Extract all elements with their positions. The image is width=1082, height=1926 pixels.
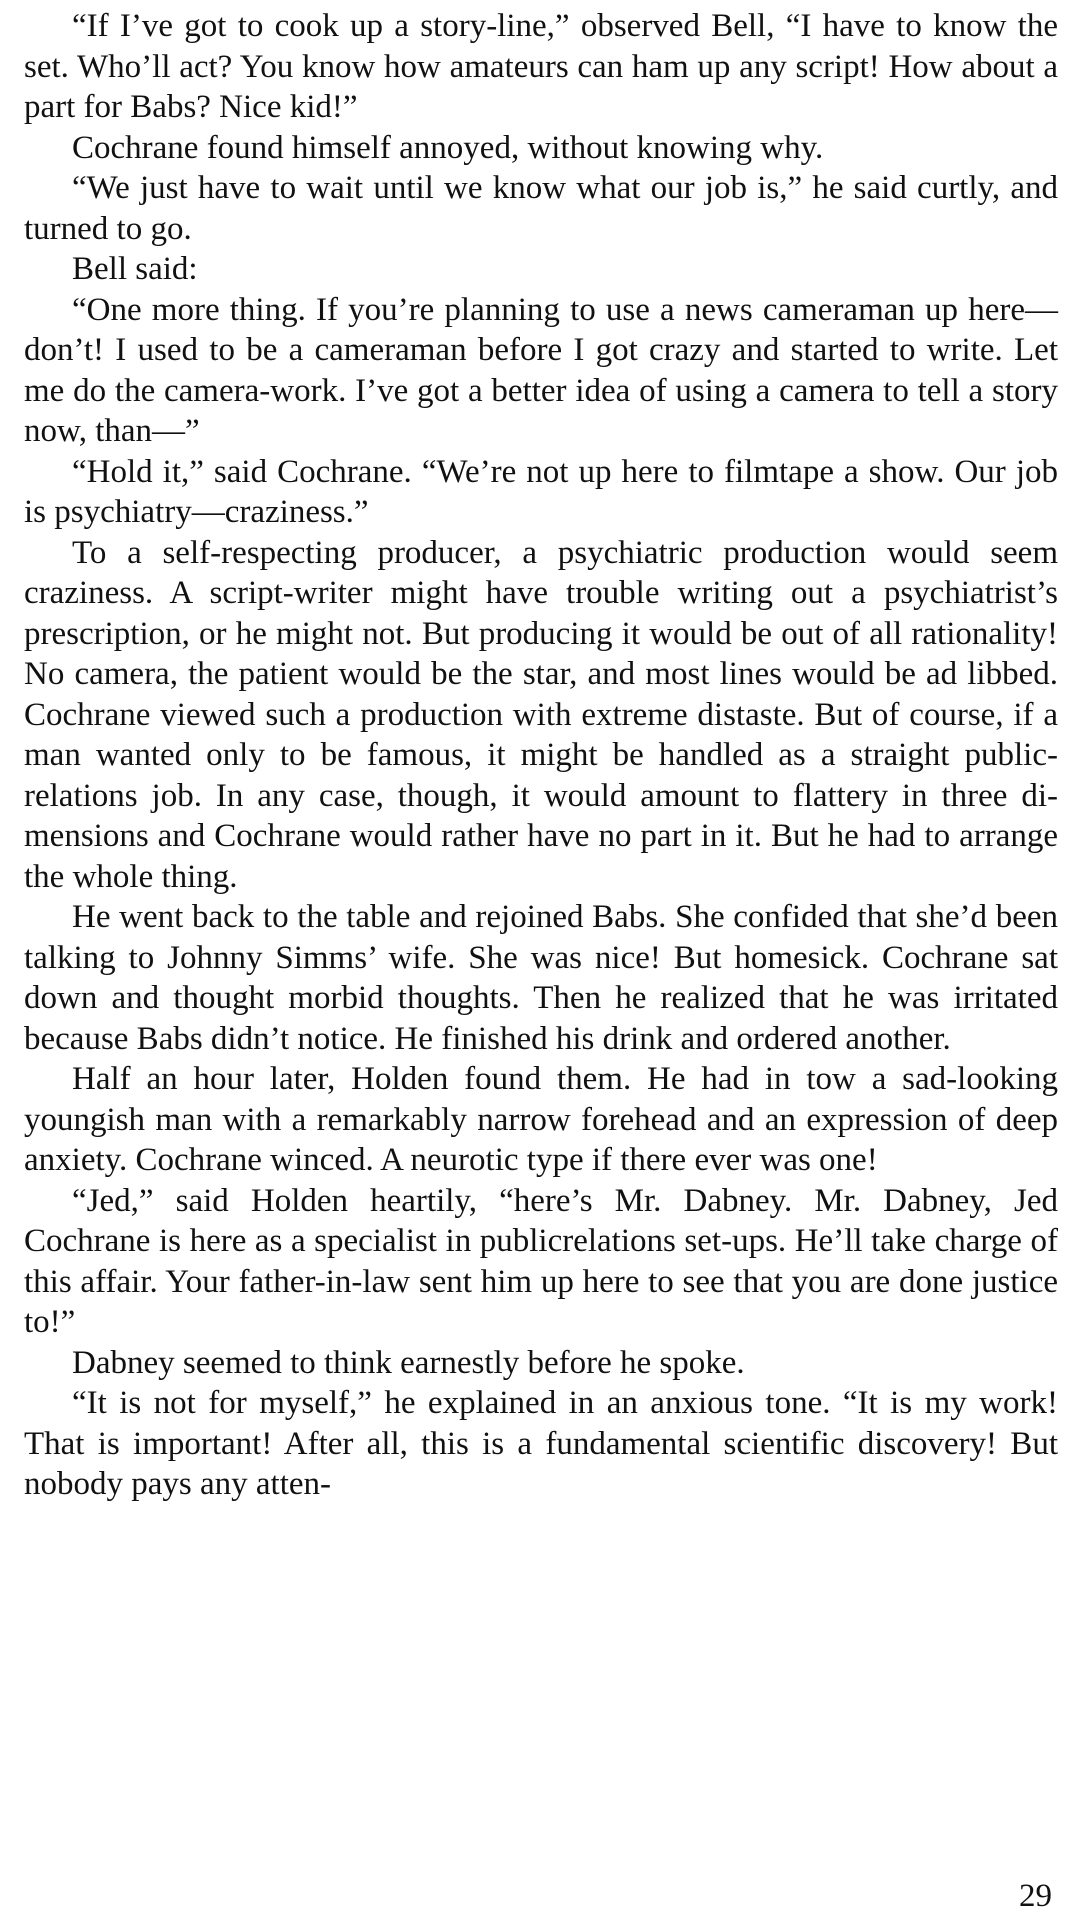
paragraph: To a self-respecting producer, a psychiatric production would seem craziness. A script-writer might have trouble writing out a psychiatrist’s prescription, or he might not. But producing it would be out of all rationality! No camera, the patient would be the star, and most lines would be ad libbed. Cochrane viewed such a production with extreme distaste. But of course, if a man wanted only to be famous, it might be handled as a straight public-relations job. In any case, though, it would amount to flattery in three dimensions and Cochrane would rather have no part in it. But he had to arrange the whole thing. [24,534,1058,895]
paragraph: Bell said: [72,251,198,287]
book-page [24,6,1058,1918]
paragraph: He went back to the table and rejoined Babs. She confided that she’d been talking to Johnny Simms’ wife. She was nice! But homesick. Cochrane sat down and thought morbid thoughts. Then he realized that he was irritated because Babs didn’t notice. He finished his drink and ordered another. [24,899,1058,1057]
paragraph: “If I’ve got to cook up a story-line,” observed Bell, “I have to know the set. Who’ll act? You know how amateurs can ham up any script! How about a part for Babs? Nice kid!” [24,8,1058,125]
page-number: 29 [1019,1878,1052,1914]
paragraph: Dabney seemed to think earnestly before he spoke. [72,1344,745,1381]
paragraph: “We just have to wait until we know what our job is,” he said curtly, and turned to go. [24,170,1058,247]
paragraph: Cochrane found himself annoyed, without knowing why. [72,129,824,166]
paragraph: “One more thing. If you’re planning to use a news cameraman up here—don’t! I used to be a cameraman before I got crazy and started to write. Let me do the camera-work. I’ve got a better idea of using a camera to tell a story now, than—” [24,291,1058,449]
paragraph: Half an hour later, Holden found them. He had in tow a sad-looking youngish man with a remarkably narrow forehead and an expression of deep anxiety. Cochrane winced. A neurotic type if there ever was one! [24,1061,1058,1178]
paragraph: “It is not for myself,” he explained in an anxious tone. “It is my work! That is important! After all, this is a fundamental scientific discovery! But nobody pays any atten- [24,1385,1058,1502]
paragraph: “Jed,” said Holden heartily, “here’s Mr. Dabney. Mr. Dabney, Jed Cochrane is here as a specialist in publicrelations set-ups. He’ll take charge of this affair. Your father-in-law sent him up here to see that you are done justice to!” [24,1182,1058,1340]
paragraph: “Hold it,” said Cochrane. “We’re not up here to filmtape a show. Our job is psychiatry—craziness.” [24,453,1058,530]
